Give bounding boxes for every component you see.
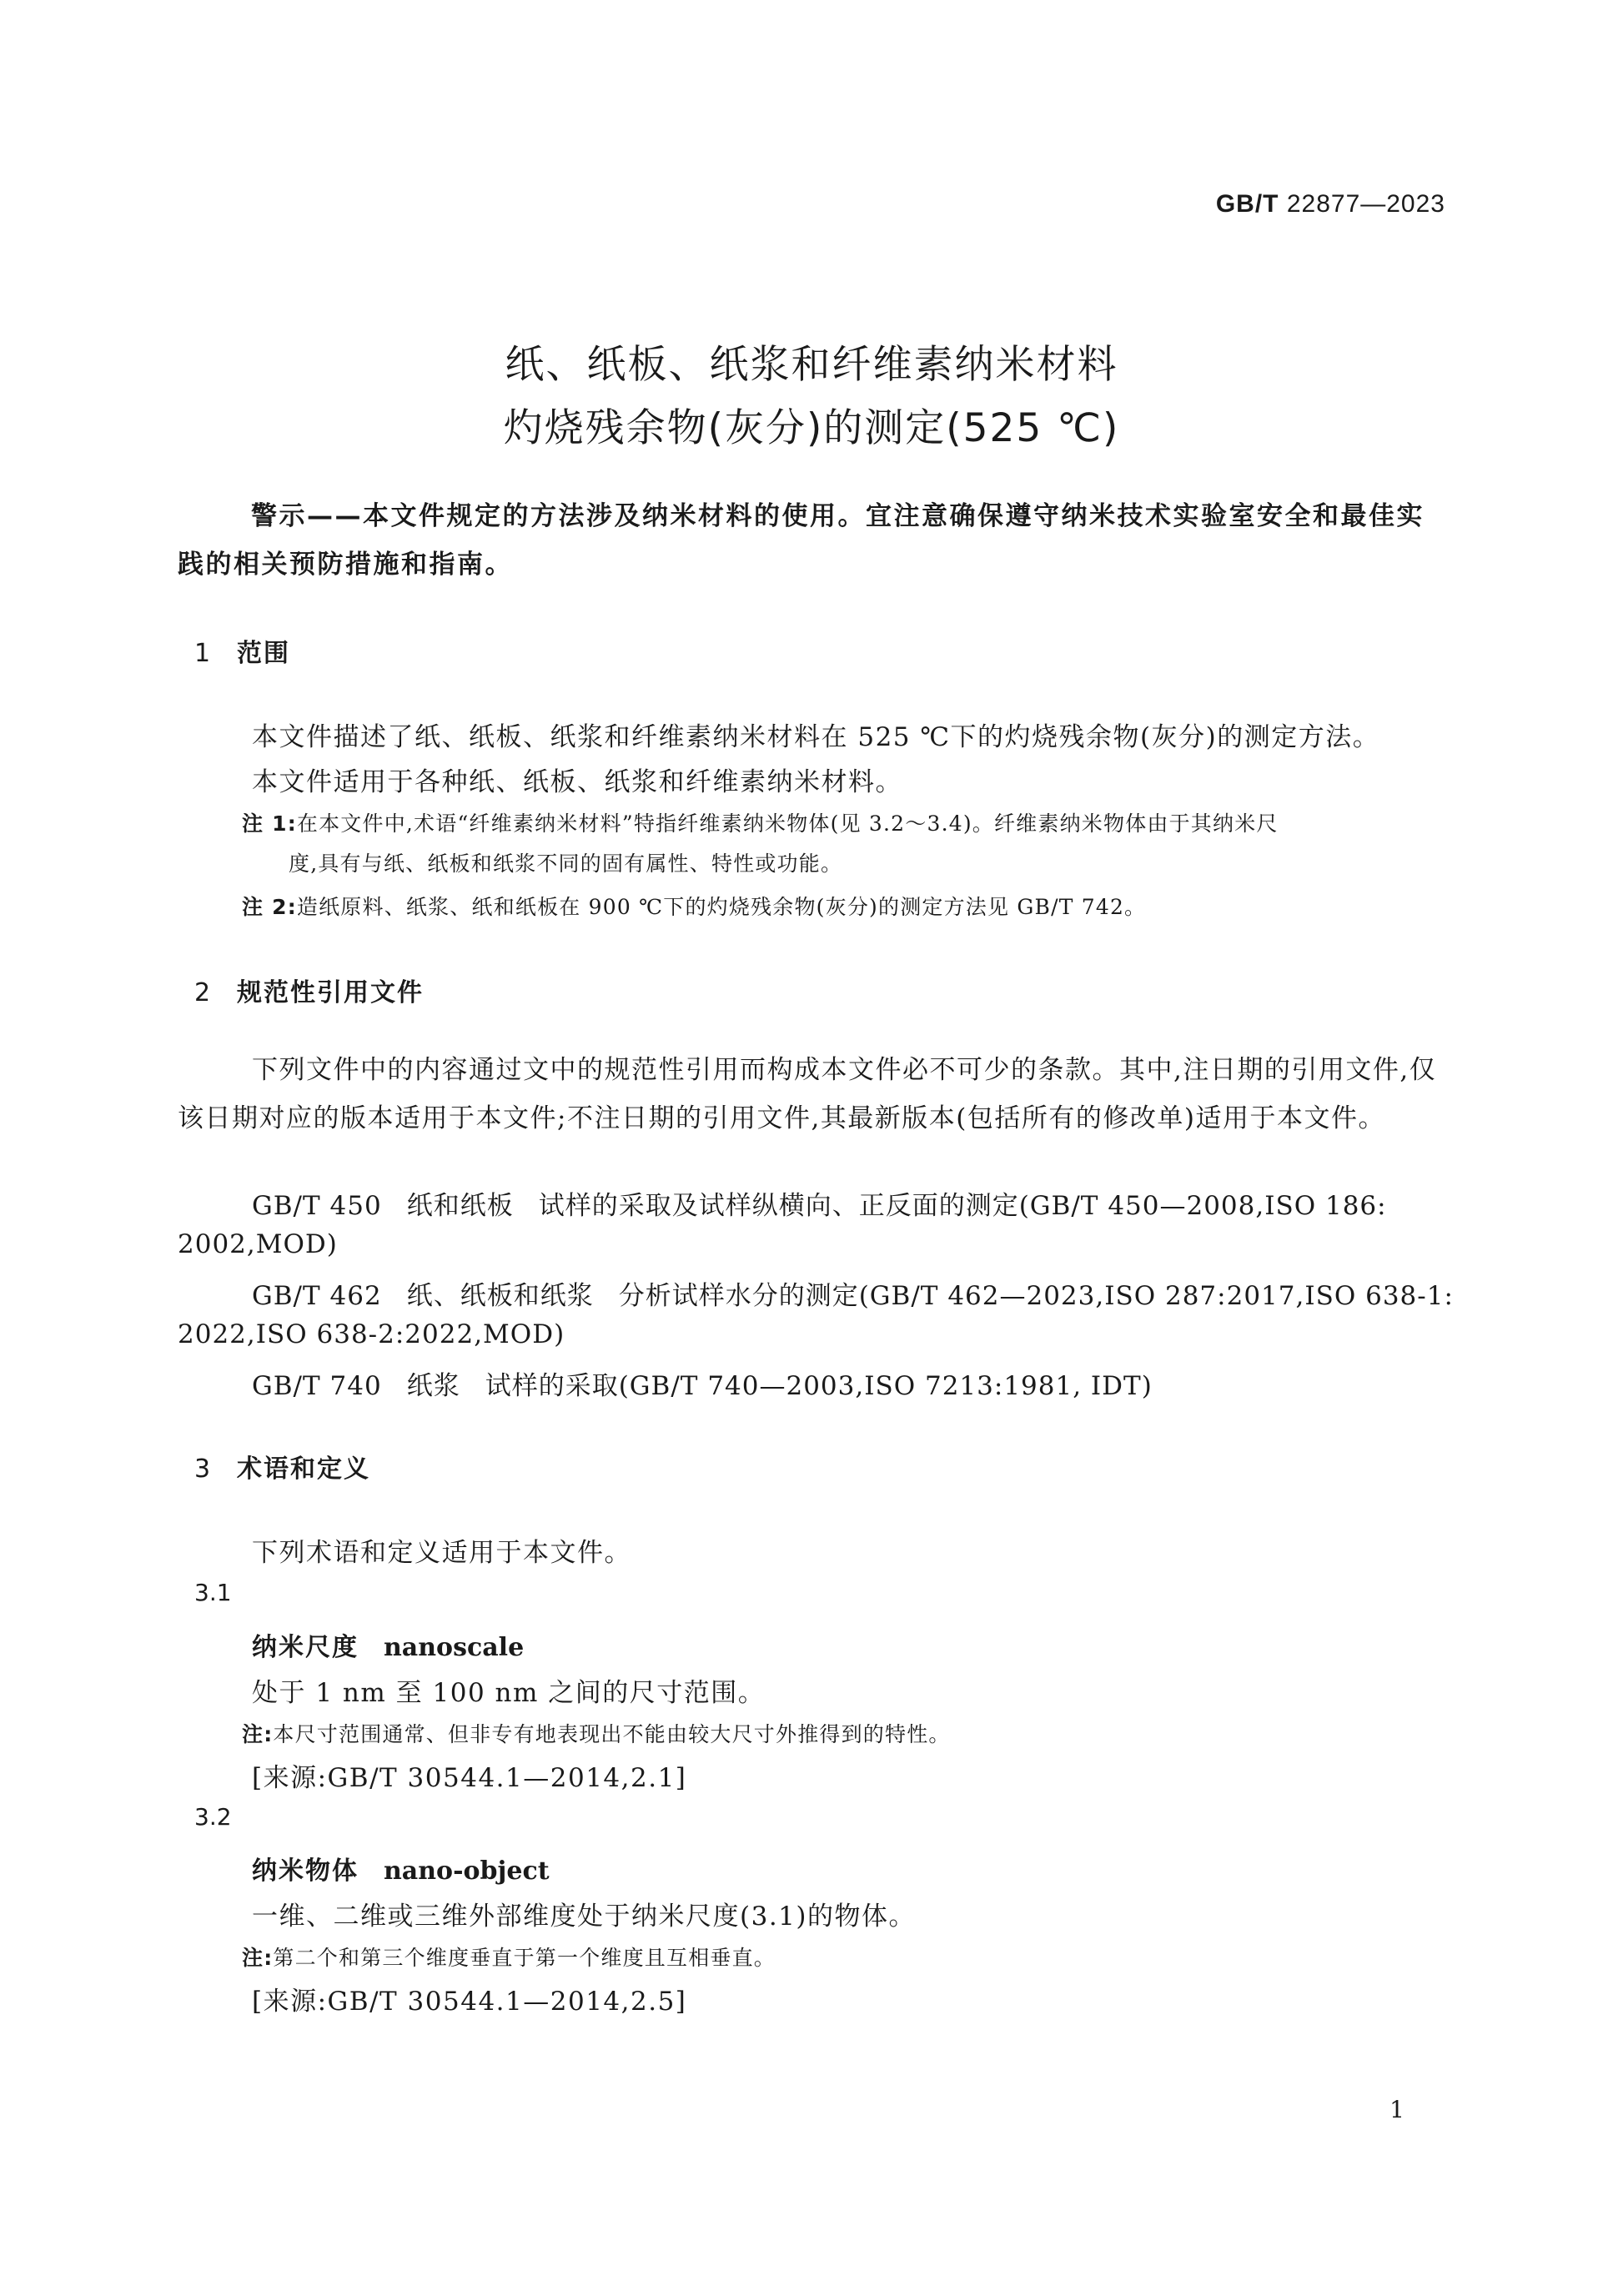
ref-gbt-450: GB/T 450 纸和纸板 试样的采取及试样纵横向、正反面的测定(GB/T 450—2008,ISO 186: [252, 1191, 1387, 1221]
term-3-2-definition: 一维、二维或三维外部维度处于纳米尺度(3.1)的物体。 [252, 1902, 916, 1932]
ref-gbt-450-cont: 2002,MOD) [178, 1229, 338, 1259]
section-3-heading: 3 术语和定义 [194, 1454, 370, 1484]
section-1-heading: 1 范围 [194, 639, 290, 668]
term-3-2: 纳米物体 nano-object [252, 1856, 550, 1886]
title-line-2: 灼烧残余物(灰分)的测定(525 ℃) [503, 405, 1120, 451]
section-1-para-2: 本文件适用于各种纸、纸板、纸浆和纤维素纳米材料。 [252, 767, 902, 797]
clause-3-2-number: 3.2 [194, 1803, 232, 1831]
ref-gbt-462-cont: 2022,ISO 638-2:2022,MOD) [178, 1319, 565, 1349]
term-3-1-source: [来源:GB/T 30544.1—2014,2.1] [252, 1763, 687, 1793]
section-1-para-1: 本文件描述了纸、纸板、纸浆和纤维素纳米材料在 525 ℃下的灼烧残余物(灰分)的测定方法。 [252, 722, 1380, 752]
warning-paragraph: 警示——本文件规定的方法涉及纳米材料的使用。宜注意确保遵守纳米技术实验室安全和最佳实践的相关预防措施和指南。 [178, 501, 1425, 580]
section-1-note-2: 注 2:造纸原料、纸浆、纸和纸板在 900 ℃下的灼烧残余物(灰分)的测定方法见 GB/T 742。 [242, 895, 1147, 919]
section-1-note-1: 注 1:在本文件中,术语“纤维素纳米材料”特指纤维素纳米物体(见 3.2～3.4)。纤维素纳米物体由于其纳米尺 [242, 811, 1279, 836]
page-number: 1 [1389, 2096, 1404, 2123]
term-3-1-definition: 处于 1 nm 至 100 nm 之间的尺寸范围。 [252, 1678, 766, 1708]
section-3-intro: 下列术语和定义适用于本文件。 [252, 1538, 631, 1568]
clause-3-1-number: 3.1 [194, 1579, 232, 1606]
standard-code: GB/T 22877—2023 [1215, 190, 1445, 218]
ref-gbt-740: GB/T 740 纸浆 试样的采取(GB/T 740—2003,ISO 7213:1981, IDT) [252, 1371, 1153, 1401]
title-line-1: 纸、纸板、纸浆和纤维素纳米材料 [505, 342, 1118, 388]
term-3-2-note: 注:第二个和第三个维度垂直于第一个维度且互相垂直。 [242, 1946, 776, 1970]
term-3-2-source: [来源:GB/T 30544.1—2014,2.5] [252, 1987, 687, 2017]
section-2-heading: 2 规范性引用文件 [194, 978, 424, 1007]
ref-gbt-462: GB/T 462 纸、纸板和纸浆 分析试样水分的测定(GB/T 462—2023,ISO 287:2017,ISO 638-1: [252, 1281, 1454, 1311]
term-3-1-note: 注:本尺寸范围通常、但非专有地表现出不能由较大尺寸外推得到的特性。 [242, 1722, 951, 1746]
section-2-para: 下列文件中的内容通过文中的规范性引用而构成本文件必不可少的条款。其中,注日期的引用文件,仅该日期对应的版本适用于本文件;不注日期的引用文件,其最新版本(包括所有的修改单)适用于本文件。 [178, 1055, 1437, 1133]
term-3-1: 纳米尺度 nanoscale [252, 1633, 525, 1662]
section-1-note-1-cont: 度,具有与纸、纸板和纸浆不同的固有属性、特性或功能。 [289, 852, 843, 876]
